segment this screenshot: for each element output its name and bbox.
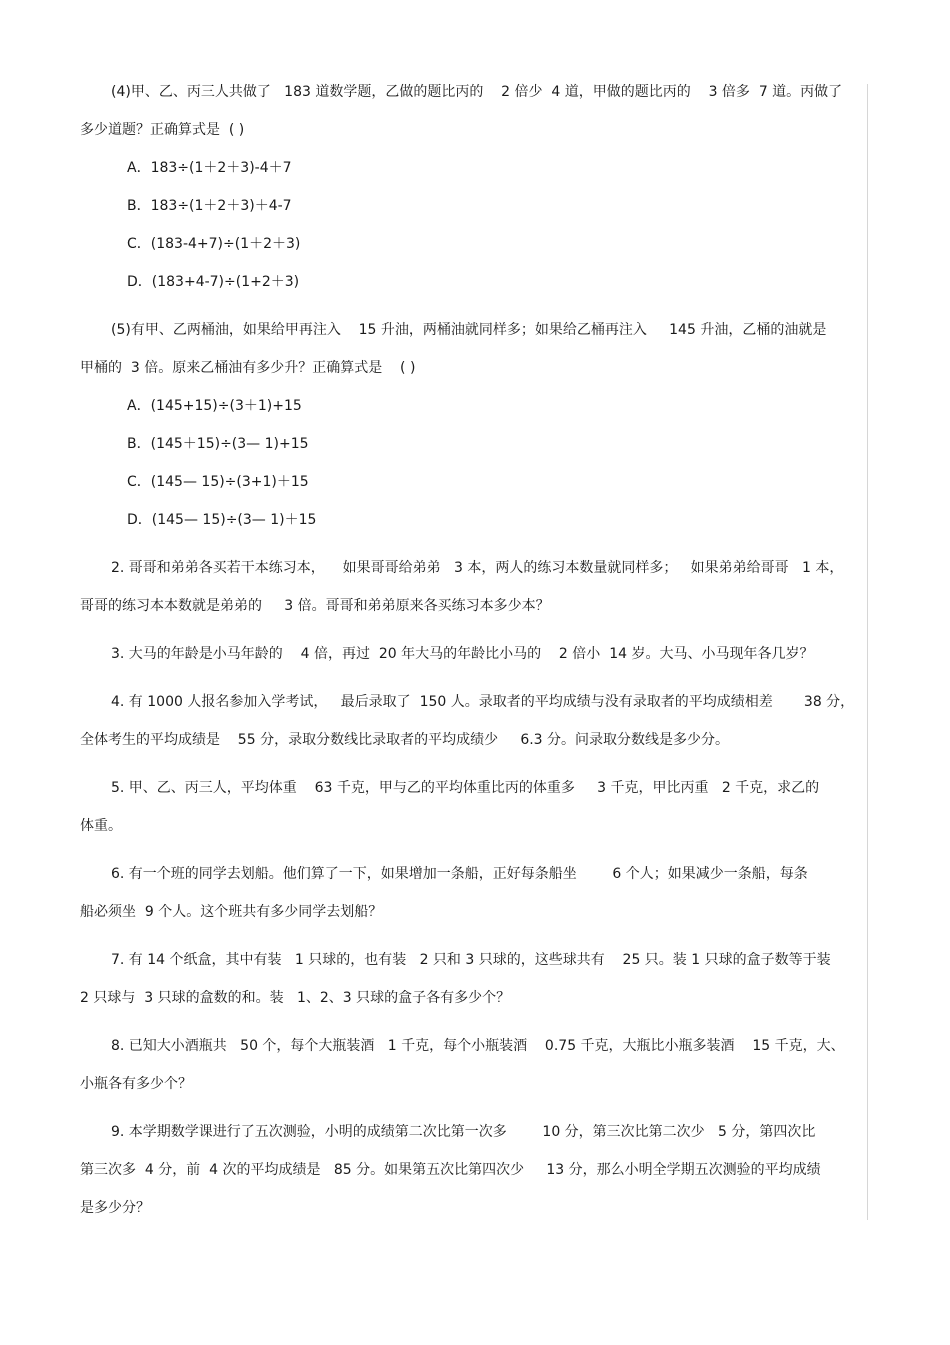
worksheet-content xyxy=(80,79,866,1233)
question-7 xyxy=(80,947,866,1023)
option-d: D．(183+4-7)÷(1+2＋3) xyxy=(127,274,300,290)
question-text-line: 4. 有 1000 人报名参加入学考试， 最后录取了 150 人。录取者的平均成绩与没有录取者的平均成绩相差 38 分， xyxy=(111,694,855,710)
question-8 xyxy=(80,1033,866,1109)
question-text-line: 全体考生的平均成绩是 55 分，录取分数线比录取者的平均成绩少 6.3 分。问录取分数线是多少分。 xyxy=(80,732,730,748)
question-text-line: 体重。 xyxy=(80,818,122,834)
question-1-4 xyxy=(80,79,866,307)
option-a: A．(145+15)÷(3＋1)+15 xyxy=(127,398,302,414)
question-text-line: 2. 哥哥和弟弟各买若干本练习本， 如果哥哥给弟弟 3 本，两人的练习本数量就同样多； 如果弟弟给哥哥 1 本， xyxy=(111,560,844,576)
question-text-line: 船必须坐 9 个人。这个班共有多少同学去划船？ xyxy=(80,904,383,920)
question-5 xyxy=(80,775,866,851)
question-text-line: 哥哥的练习本本数就是弟弟的 3 倍。哥哥和弟弟原来各买练习本多少本？ xyxy=(80,598,550,614)
option-b: B．(145＋15)÷(3— 1)+15 xyxy=(127,436,309,452)
option-b: B．183÷(1＋2＋3)＋4-7 xyxy=(127,198,292,214)
question-4 xyxy=(80,689,866,765)
question-text-line: 3. 大马的年龄是小马年龄的 4 倍，再过 20 年大马的年龄比小马的 2 倍小 14 岁。大马、小马现年各几岁？ xyxy=(111,646,814,662)
margin-rule xyxy=(867,84,868,1220)
question-text-line: 小瓶各有多少个？ xyxy=(80,1076,192,1092)
question-text-line: 多少道题？正确算式是 ( ) xyxy=(80,122,245,138)
question-text-line: 第三次多 4 分，前 4 次的平均成绩是 85 分。如果第五次比第四次少 13 分，那么小明全学期五次测验的平均成绩 xyxy=(80,1162,821,1178)
question-1-5 xyxy=(80,317,866,545)
question-text-line: 甲桶的 3 倍。原来乙桶油有多少升？正确算式是 ( ) xyxy=(80,360,416,376)
question-text-line: 8. 已知大小酒瓶共 50 个，每个大瓶装酒 1 千克，每个小瓶装酒 0.75 千克，大瓶比小瓶多装酒 15 千克，大、 xyxy=(111,1038,845,1054)
question-text-line: 5. 甲、乙、丙三人，平均体重 63 千克，甲与乙的平均体重比丙的体重多 3 千克，甲比丙重 2 千克，求乙的 xyxy=(111,780,820,796)
question-text-line: 7. 有 14 个纸盒，其中有装 1 只球的，也有装 2 只和 3 只球的，这些球共有 25 只。装 1 只球的盒子数等于装 xyxy=(111,952,831,968)
question-text-line: 2 只球与 3 只球的盒数的和。装 1、2、3 只球的盒子各有多少个？ xyxy=(80,990,511,1006)
question-text-line: 是多少分？ xyxy=(80,1200,150,1216)
question-9 xyxy=(80,1119,866,1233)
question-text-line: 6. 有一个班的同学去划船。他们算了一下，如果增加一条船，正好每条船坐 6 个人；如果减少一条船，每条 xyxy=(111,866,808,882)
option-c: C．(145— 15)÷(3+1)＋15 xyxy=(127,474,309,490)
question-3 xyxy=(80,641,866,679)
option-d: D．(145— 15)÷(3— 1)＋15 xyxy=(127,512,317,528)
option-c: C．(183-4+7)÷(1＋2＋3) xyxy=(127,236,301,252)
question-text-line: 9. 本学期数学课进行了五次测验，小明的成绩第二次比第一次多 10 分，第三次比第二次少 5 分，第四次比 xyxy=(111,1124,816,1140)
question-text-line: (4)甲、乙、丙三人共做了 183 道数学题，乙做的题比丙的 2 倍少 4 道，甲做的题比丙的 3 倍多 7 道。丙做了 xyxy=(111,84,843,100)
question-text-line: (5)有甲、乙两桶油，如果给甲再注入 15 升油，两桶油就同样多；如果给乙桶再注入 145 升油，乙桶的油就是 xyxy=(111,322,827,338)
question-2 xyxy=(80,555,866,631)
question-6 xyxy=(80,861,866,937)
option-a: A．183÷(1＋2＋3)-4＋7 xyxy=(127,160,292,176)
